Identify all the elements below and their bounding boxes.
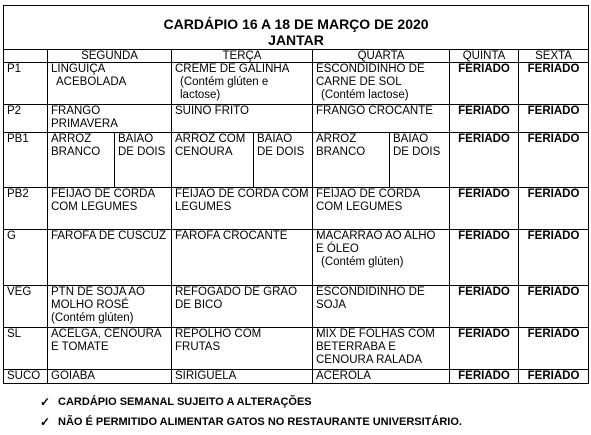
cell-quarta-a: ARROZ BRANCO bbox=[313, 133, 390, 188]
allergen-note: (Contém glúten) bbox=[321, 256, 404, 268]
cell-segunda: GOIABA bbox=[48, 370, 172, 384]
dish-name-cont: ACEBOLADA bbox=[56, 76, 127, 88]
menu-title-cell bbox=[4, 6, 589, 50]
cell-quarta: ACEROLA bbox=[313, 370, 450, 384]
cell-quinta: FERIADO bbox=[450, 133, 519, 188]
row-label: P1 bbox=[4, 63, 48, 105]
notes-list bbox=[40, 392, 462, 432]
cell-quarta bbox=[313, 230, 450, 286]
row-label: SL bbox=[4, 328, 48, 370]
day-header-sexta: SEXTA bbox=[519, 50, 589, 63]
days-header-row bbox=[4, 50, 589, 63]
row-suco bbox=[4, 370, 589, 384]
cell-segunda: FEIJAO DE CORDA COM LEGUMES bbox=[48, 188, 172, 230]
day-header-quarta: QUARTA bbox=[313, 50, 450, 63]
cell-quarta-b: BAIAO DE DOIS bbox=[390, 133, 450, 188]
note-item bbox=[40, 412, 462, 432]
cell-quinta: FERIADO bbox=[450, 328, 519, 370]
dish-name: CREME DE GALINHA bbox=[175, 63, 290, 75]
dish-name: LINGUIÇA bbox=[51, 63, 106, 75]
note-text: NÃO É PERMITIDO ALIMENTAR GATOS NO RESTAURANTE UNIVERSITÁRIO. bbox=[58, 416, 462, 428]
allergen-note: (Contém glúten e lactose) bbox=[180, 76, 269, 101]
row-label: PB2 bbox=[4, 188, 48, 230]
cell-terca-b: BAIAO DE DOIS bbox=[254, 133, 313, 188]
cell-sexta: FERIADO bbox=[519, 230, 589, 286]
cell-terca: SUINO FRITO bbox=[172, 105, 313, 133]
allergen-note: (Contém glúten) bbox=[51, 312, 134, 324]
row-label: P2 bbox=[4, 105, 48, 133]
cell-sexta: FERIADO bbox=[519, 370, 589, 384]
check-icon: ✓ bbox=[40, 415, 51, 429]
cell-sexta: FERIADO bbox=[519, 286, 589, 328]
cell-sexta: FERIADO bbox=[519, 328, 589, 370]
day-header-terca: TERÇA bbox=[172, 50, 313, 63]
row-p1 bbox=[4, 63, 589, 105]
cell-terca: FAROFA CROCANTE bbox=[172, 230, 313, 286]
menu-title: CARDÁPIO 16 A 18 DE MARÇO DE 2020 bbox=[163, 16, 429, 32]
row-label: SUCO bbox=[4, 370, 48, 384]
corner-cell bbox=[4, 50, 48, 63]
cell-quinta: FERIADO bbox=[450, 370, 519, 384]
row-p2 bbox=[4, 105, 589, 133]
menu-subtitle: JANTAR bbox=[268, 32, 324, 48]
dish-name: MACARRAO AO ALHO E ÓLEO bbox=[316, 230, 436, 255]
cell-sexta: FERIADO bbox=[519, 63, 589, 105]
row-sl bbox=[4, 328, 589, 370]
cell-segunda-a: ARROZ BRANCO bbox=[48, 133, 115, 188]
cell-terca bbox=[172, 63, 313, 105]
dish-name: PTN DE SOJA AO MOLHO ROSÉ bbox=[51, 286, 145, 311]
row-veg bbox=[4, 286, 589, 328]
dish-name: ESCONDIDINHO DE CARNE DE SOL bbox=[316, 63, 425, 88]
cell-segunda: FAROFA DE CUSCUZ bbox=[48, 230, 172, 286]
cell-sexta: FERIADO bbox=[519, 105, 589, 133]
cell-segunda-b: BAIAO DE DOIS bbox=[115, 133, 172, 188]
cell-sexta: FERIADO bbox=[519, 188, 589, 230]
cell-terca: SIRIGUELA bbox=[172, 370, 313, 384]
menu-table bbox=[3, 5, 589, 384]
cell-quinta: FERIADO bbox=[450, 286, 519, 328]
cell-quinta: FERIADO bbox=[450, 230, 519, 286]
cell-sexta: FERIADO bbox=[519, 133, 589, 188]
cell-terca: REFOGADO DE GRÃO DE BICO bbox=[172, 286, 313, 328]
row-g bbox=[4, 230, 589, 286]
row-pb2 bbox=[4, 188, 589, 230]
check-icon: ✓ bbox=[40, 395, 51, 409]
cell-segunda: FRANGO PRIMAVERA bbox=[48, 105, 172, 133]
cell-segunda: ACELGA, CENOURA E TOMATE bbox=[48, 328, 172, 370]
cell-segunda bbox=[48, 63, 172, 105]
cell-quinta: FERIADO bbox=[450, 63, 519, 105]
cell-terca: REPOLHO COM FRUTAS bbox=[172, 328, 313, 370]
row-label: VEG bbox=[4, 286, 48, 328]
row-label: G bbox=[4, 230, 48, 286]
cell-terca: FEIJAO DE CORDA COM LEGUMES bbox=[172, 188, 313, 230]
day-header-quinta: QUINTA bbox=[450, 50, 519, 63]
cell-quarta: FEIJAO DE CORDA COM LEGUMES bbox=[313, 188, 450, 230]
cell-quarta: MIX DE FOLHAS COM BETERRABA E CENOURA RALADA bbox=[313, 328, 450, 370]
row-pb1 bbox=[4, 133, 589, 188]
allergen-note: (Contém lactose) bbox=[321, 89, 409, 101]
cell-terca-a: ARROZ COM CENOURA bbox=[172, 133, 254, 188]
cell-segunda bbox=[48, 286, 172, 328]
row-label: PB1 bbox=[4, 133, 48, 188]
cell-quarta bbox=[313, 63, 450, 105]
note-item bbox=[40, 392, 462, 412]
day-header-segunda: SEGUNDA bbox=[48, 50, 172, 63]
note-text: CARDÁPIO SEMANAL SUJEITO A ALTERAÇÕES bbox=[58, 396, 312, 408]
cell-quarta: FRANGO CROCANTE bbox=[313, 105, 450, 133]
cell-quarta: ESCONDIDINHO DE SOJA bbox=[313, 286, 450, 328]
cell-quinta: FERIADO bbox=[450, 105, 519, 133]
cell-quinta: FERIADO bbox=[450, 188, 519, 230]
